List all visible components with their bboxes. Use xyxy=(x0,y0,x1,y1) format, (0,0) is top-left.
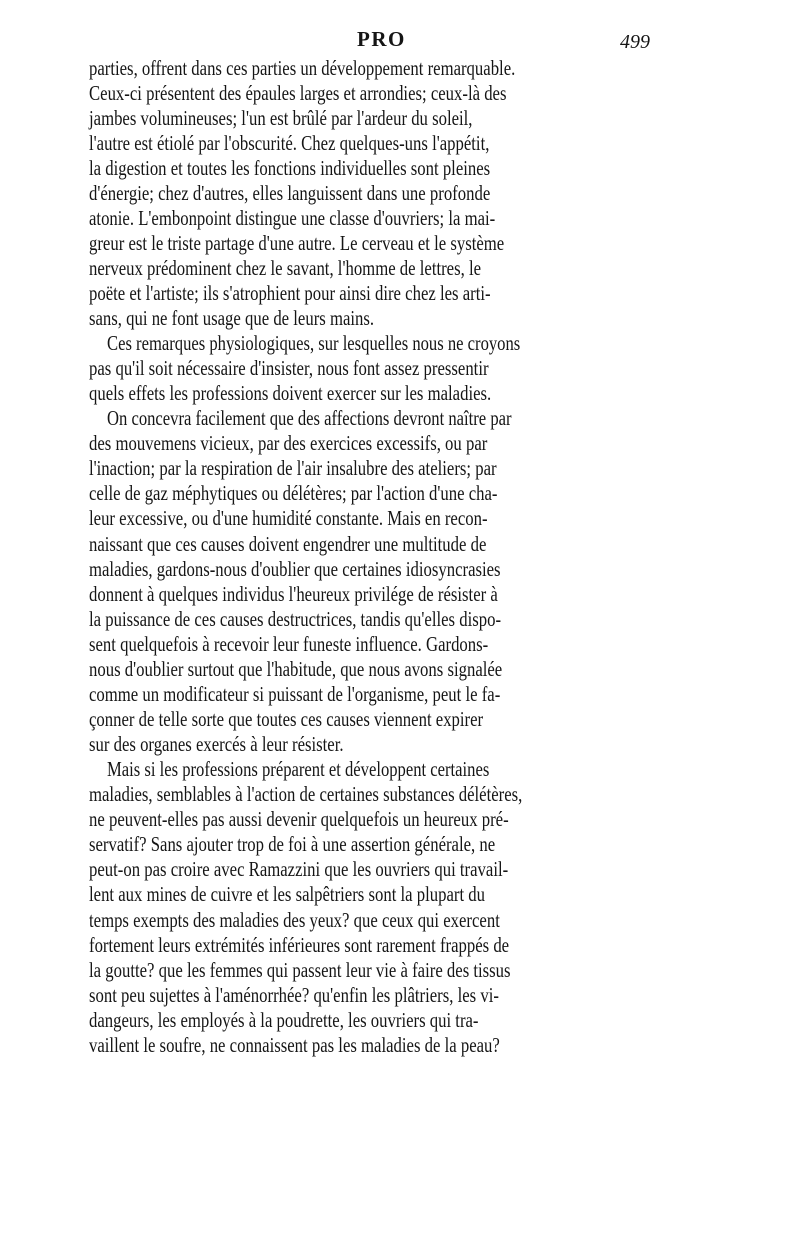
text-line: atonie. L'embonpoint distingue une classe d'ouvriers; la mai- xyxy=(89,206,496,230)
text-line: jambes volumineuses; l'un est brûlé par l'ardeur du soleil, xyxy=(89,106,473,130)
text-line: fortement leurs extrémités inférieures sont rarement frappés de xyxy=(89,933,510,957)
text-line: leur excessive, ou d'une humidité constante. Mais en recon- xyxy=(89,506,488,530)
text-line: des mouvemens vicieux, par des exercices excessifs, ou par xyxy=(89,431,488,455)
text-line: d'énergie; chez d'autres, elles languissent dans une profonde xyxy=(89,181,491,205)
text-line: çonner de telle sorte que toutes ces causes viennent expirer xyxy=(89,707,484,731)
text-line: poëte et l'artiste; ils s'atrophient pour ainsi dire chez les arti- xyxy=(89,281,491,305)
text-line: parties, offrent dans ces parties un développement remarquable. xyxy=(89,56,516,80)
text-line: maladies, gardons-nous d'oublier que certaines idiosyncrasies xyxy=(89,557,501,581)
text-line: donnent à quelques individus l'heureux privilége de résister à xyxy=(89,582,498,606)
text-line: la goutte? que les femmes qui passent leur vie à faire des tissus xyxy=(89,958,511,982)
text-line: sur des organes exercés à leur résister. xyxy=(89,732,344,756)
text-line: dangeurs, les employés à la poudrette, les ouvriers qui tra- xyxy=(89,1008,479,1032)
text-line: lent aux mines de cuivre et les salpêtriers sont la plupart du xyxy=(89,882,486,906)
text-line: servatif? Sans ajouter trop de foi à une assertion générale, ne xyxy=(89,832,496,856)
text-line: Ceux-ci présentent des épaules larges et arrondies; ceux-là des xyxy=(89,81,507,105)
page-number: 499 xyxy=(620,31,650,53)
text-line: Mais si les professions préparent et développent certaines xyxy=(107,757,490,781)
text-line: maladies, semblables à l'action de certaines substances délétères, xyxy=(89,782,523,806)
text-line: temps exempts des maladies des yeux? que ceux qui exercent xyxy=(89,908,500,932)
text-line: comme un modificateur si puissant de l'organisme, peut le fa- xyxy=(89,682,501,706)
text-line: l'inaction; par la respiration de l'air insalubre des ateliers; par xyxy=(89,456,497,480)
running-head: PRO xyxy=(357,27,406,51)
text-line: celle de gaz méphytiques ou délétères; par l'action d'une cha- xyxy=(89,481,498,505)
text-line: On concevra facilement que des affections devront naître par xyxy=(107,406,512,430)
text-line: sans, qui ne font usage que de leurs mains. xyxy=(89,306,375,330)
text-line: quels effets les professions doivent exercer sur les maladies. xyxy=(89,381,492,405)
text-line: greur est le triste partage d'une autre. Le cerveau et le système xyxy=(89,231,505,255)
text-line: pas qu'il soit nécessaire d'insister, nous font assez pressentir xyxy=(89,356,489,380)
text-line: la digestion et toutes les fonctions individuelles sont pleines xyxy=(89,156,491,180)
text-line: la puissance de ces causes destructrices, tandis qu'elles dispo- xyxy=(89,607,502,631)
text-line: nous d'oublier surtout que l'habitude, que nous avons signalée xyxy=(89,657,503,681)
text-line: naissant que ces causes doivent engendrer une multitude de xyxy=(89,532,487,556)
text-line: l'autre est étiolé par l'obscurité. Chez quelques-uns l'appétit, xyxy=(89,131,490,155)
text-line: sent quelquefois à recevoir leur funeste influence. Gardons- xyxy=(89,632,489,656)
text-line: peut-on pas croire avec Ramazzini que les ouvriers qui travail- xyxy=(89,857,509,881)
text-line: nerveux prédominent chez le savant, l'homme de lettres, le xyxy=(89,256,482,280)
text-line: sont peu sujettes à l'aménorrhée? qu'enfin les plâtriers, les vi- xyxy=(89,983,499,1007)
text-line: Ces remarques physiologiques, sur lesquelles nous ne croyons xyxy=(107,331,521,355)
text-line: vaillent le soufre, ne connaissent pas les maladies de la peau? xyxy=(89,1033,500,1057)
text-line: ne peuvent-elles pas aussi devenir quelquefois un heureux pré- xyxy=(89,807,509,831)
